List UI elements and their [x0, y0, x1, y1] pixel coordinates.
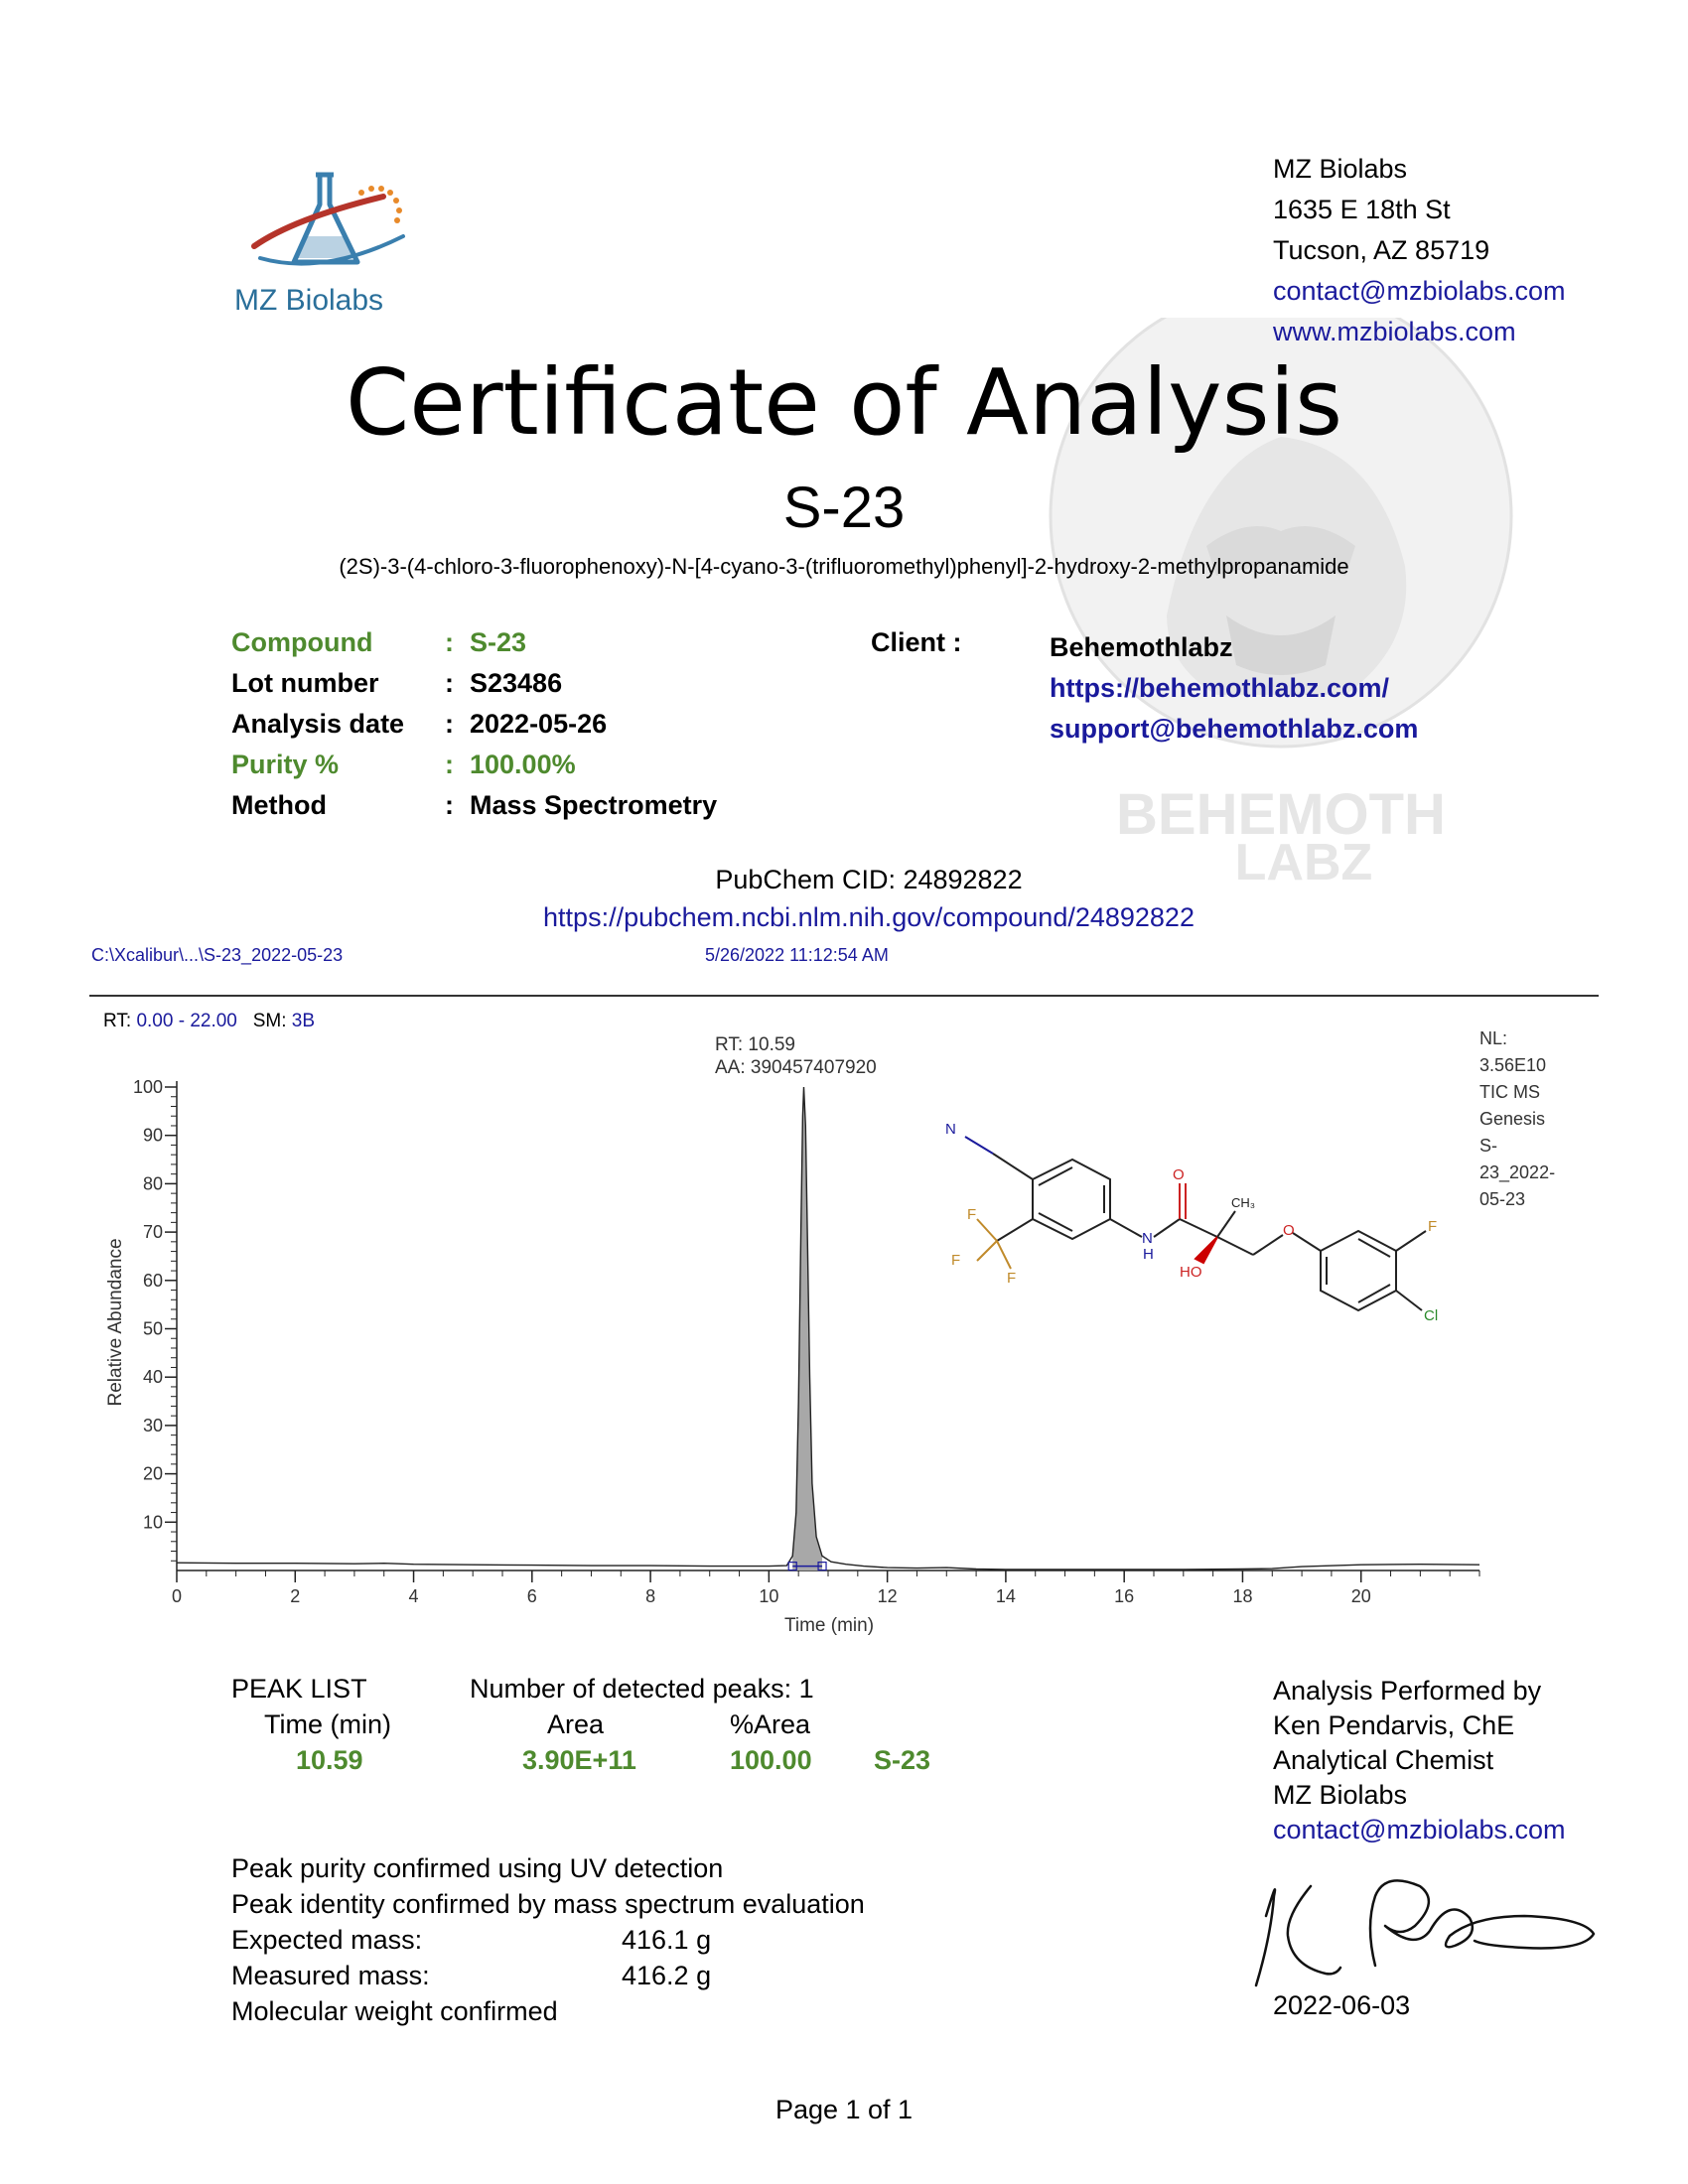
lab-name: MZ Biolabs — [1273, 154, 1408, 184]
structure-label-f3: F — [1007, 1270, 1017, 1287]
colon: : — [445, 750, 454, 779]
structure-bond — [1396, 1291, 1422, 1310]
client-label: Client : — [871, 627, 962, 657]
structure-wedge — [1196, 1237, 1217, 1263]
chromatogram-timestamp: 5/26/2022 11:12:54 AM — [705, 945, 889, 965]
analyst-block — [1273, 1674, 1566, 1847]
analysis-notes — [231, 1850, 926, 2029]
y-tick-label: 100 — [132, 1077, 163, 1097]
note-measured-mass — [231, 1958, 926, 1993]
x-tick-label: 18 — [1232, 1586, 1253, 1606]
compound-heading: S-23 — [782, 476, 906, 540]
y-tick-label: 30 — [142, 1415, 163, 1435]
structure-bond — [1154, 1219, 1180, 1237]
structure-bond — [1180, 1219, 1217, 1237]
nl-line: NL: — [1479, 1028, 1508, 1048]
watermark-text-behemoth: BEHEMOTH — [1116, 782, 1446, 847]
peak-rt-label: RT: 10.59 — [715, 1034, 795, 1055]
structure-label-ch3: CH₃ — [1231, 1195, 1256, 1210]
colon: : — [445, 709, 454, 739]
purity-label: Purity % — [231, 750, 340, 779]
watermark-text-labz: LABZ — [1234, 834, 1373, 891]
x-tick-label: 4 — [408, 1586, 419, 1606]
compound-label: Compound — [231, 627, 373, 657]
nl-line: 3.56E10 — [1479, 1055, 1547, 1075]
structure-label-n: N — [945, 1121, 956, 1138]
structure-bond — [993, 1154, 1033, 1179]
peak-row-pct: 100.00 — [730, 1745, 812, 1775]
mz-biolabs-logo — [234, 167, 413, 326]
chromatogram-chart — [0, 1023, 1688, 1648]
structure-bond — [1110, 1219, 1142, 1237]
structure-bond — [965, 1137, 993, 1154]
structure-bond — [997, 1219, 1033, 1241]
x-tick-label: 16 — [1114, 1586, 1135, 1606]
structure-label-f-ring: F — [1428, 1218, 1438, 1235]
x-tick-label: 12 — [877, 1586, 898, 1606]
col-header-pct: %Area — [730, 1709, 811, 1739]
pubchem-block — [0, 861, 1688, 936]
structure-ring-left — [1033, 1160, 1110, 1239]
structure-label-nh-n: N — [1142, 1230, 1153, 1247]
method-label: Method — [231, 790, 327, 820]
y-axis-label: Relative Abundance — [105, 1238, 126, 1407]
client-website-link[interactable]: https://behemothlabz.com/ — [1050, 673, 1390, 703]
col-header-time: Time (min) — [264, 1709, 391, 1739]
lot-value: S23486 — [470, 668, 563, 698]
analyst-org: MZ Biolabs — [1273, 1780, 1408, 1810]
structure-bond — [1039, 1213, 1072, 1231]
measured-mass-label: Measured mass: — [231, 1961, 430, 1990]
chromatogram-file-path: C:\Xcalibur\...\S-23_2022-05-23 — [91, 945, 344, 965]
structure-bond — [1253, 1235, 1283, 1255]
rt-label: RT: — [103, 1011, 132, 1031]
peak-list — [231, 1674, 1224, 1773]
expected-mass-value: 416.1 g — [622, 1925, 712, 1955]
y-tick-label: 20 — [142, 1463, 163, 1484]
colon: : — [445, 627, 454, 657]
note-mass-spectrum: Peak identity confirmed by mass spectrum evaluation — [231, 1889, 865, 1919]
analyst-name: Ken Pendarvis, ChE — [1273, 1710, 1515, 1740]
structure-bond — [977, 1219, 997, 1241]
client-email-link[interactable]: support@behemothlabz.com — [1050, 714, 1419, 744]
y-tick-label: 40 — [142, 1367, 163, 1388]
header-divider — [89, 995, 1599, 997]
x-tick-label: 20 — [1350, 1586, 1371, 1606]
peak-row-time: 10.59 — [296, 1745, 363, 1775]
structure-bond — [1039, 1167, 1072, 1185]
y-tick-label: 80 — [142, 1173, 163, 1194]
structure-label-f2: F — [951, 1252, 961, 1269]
analyst-title: Analytical Chemist — [1273, 1745, 1494, 1775]
structure-bond — [1293, 1233, 1321, 1251]
structure-bond — [1217, 1237, 1253, 1255]
s23-structure-diagram — [965, 1137, 1426, 1310]
compound-value: S-23 — [470, 627, 527, 657]
date-value: 2022-05-26 — [470, 709, 608, 739]
x-tick-label: 14 — [995, 1586, 1016, 1606]
x-tick-label: 6 — [526, 1586, 537, 1606]
structure-label-o: O — [1173, 1166, 1185, 1183]
date-label: Analysis date — [231, 709, 405, 739]
pubchem-link[interactable]: https://pubchem.ncbi.nlm.nih.gov/compound/24892822 — [543, 902, 1195, 932]
structure-bond — [977, 1241, 997, 1261]
colon: : — [445, 790, 454, 820]
lab-address — [1273, 149, 1566, 352]
rt-range-value: 0.00 - 22.00 — [136, 1011, 237, 1031]
col-header-area: Area — [547, 1709, 605, 1739]
structure-label-o-ether: O — [1283, 1222, 1295, 1239]
measured-mass-value: 416.2 g — [622, 1961, 712, 1990]
page-number: Page 1 of 1 — [774, 2095, 914, 2124]
client-name: Behemothlabz — [1050, 632, 1233, 662]
peak-row-area: 3.90E+11 — [522, 1745, 636, 1775]
structure-ring-right — [1321, 1231, 1396, 1310]
sm-value: 3B — [291, 1011, 316, 1031]
lab-email-link[interactable]: contact@mzbiolabs.com — [1273, 276, 1566, 306]
structure-label-cl: Cl — [1424, 1307, 1439, 1324]
pubchem-cid: PubChem CID: 24892822 — [715, 865, 1023, 894]
structure-bond — [1358, 1239, 1390, 1257]
structure-label-f1: F — [967, 1206, 977, 1223]
note-expected-mass — [231, 1922, 926, 1958]
analyst-email-link[interactable]: contact@mzbiolabs.com — [1273, 1815, 1566, 1844]
document-title: Certificate of Analysis — [345, 349, 1343, 456]
structure-bond — [1217, 1211, 1235, 1237]
logo-text: MZ Biolabs — [234, 284, 384, 317]
nl-line: Genesis — [1479, 1109, 1546, 1129]
structure-label-ho: HO — [1180, 1264, 1202, 1281]
nl-line: S- — [1479, 1136, 1497, 1156]
sm-label: SM: — [252, 1011, 287, 1031]
lab-street: 1635 E 18th St — [1273, 195, 1451, 224]
chart-series — [177, 1087, 1479, 1570]
x-axis-label: Time (min) — [783, 1615, 875, 1636]
flask-logo-icon — [234, 167, 413, 281]
nl-line: TIC MS — [1479, 1082, 1540, 1102]
peak-area-label: AA: 390457407920 — [715, 1057, 877, 1078]
colon: : — [445, 668, 454, 698]
x-tick-label: 0 — [171, 1586, 183, 1606]
x-tick-label: 2 — [290, 1586, 301, 1606]
nl-line: 23_2022- — [1479, 1162, 1556, 1182]
y-tick-label: 50 — [142, 1318, 163, 1339]
note-uv: Peak purity confirmed using UV detection — [231, 1853, 724, 1883]
structure-bond — [1358, 1285, 1390, 1302]
x-tick-label: 8 — [645, 1586, 656, 1606]
lot-label: Lot number — [231, 668, 379, 698]
nl-line: 05-23 — [1479, 1189, 1526, 1209]
structure-label-nh-h: H — [1143, 1246, 1154, 1263]
y-tick-label: 70 — [142, 1222, 163, 1243]
y-tick-label: 10 — [142, 1512, 163, 1533]
tic-trace — [177, 1087, 1479, 1570]
client-block — [1050, 627, 1418, 750]
structure-bond — [997, 1241, 1011, 1269]
lab-website-link[interactable]: www.mzbiolabs.com — [1273, 317, 1516, 346]
y-tick-label: 90 — [142, 1125, 163, 1146]
analyst-signature — [1226, 1856, 1604, 1995]
peak-count: Number of detected peaks: 1 — [470, 1674, 814, 1704]
purity-value: 100.00% — [470, 750, 576, 779]
peak-list-heading: PEAK LIST — [231, 1674, 367, 1704]
x-tick-label: 10 — [759, 1586, 779, 1606]
lab-city: Tucson, AZ 85719 — [1273, 235, 1490, 265]
peak-row-name: S-23 — [874, 1745, 931, 1775]
signature-date: 2022-06-03 — [1273, 1990, 1411, 2020]
note-mw-confirmed: Molecular weight confirmed — [231, 1996, 558, 2026]
structure-bond — [1396, 1231, 1426, 1251]
analyst-heading: Analysis Performed by — [1273, 1676, 1542, 1706]
iupac-name: (2S)-3-(4-chloro-3-fluorophenoxy)-N-[4-cyano-3-(trifluoromethyl)phenyl]-2-hydroxy-2-methylpropanamide — [339, 554, 1349, 579]
nl-block — [1479, 1028, 1555, 1209]
expected-mass-label: Expected mass: — [231, 1925, 423, 1955]
y-tick-label: 60 — [142, 1270, 163, 1291]
method-value: Mass Spectrometry — [470, 790, 718, 820]
